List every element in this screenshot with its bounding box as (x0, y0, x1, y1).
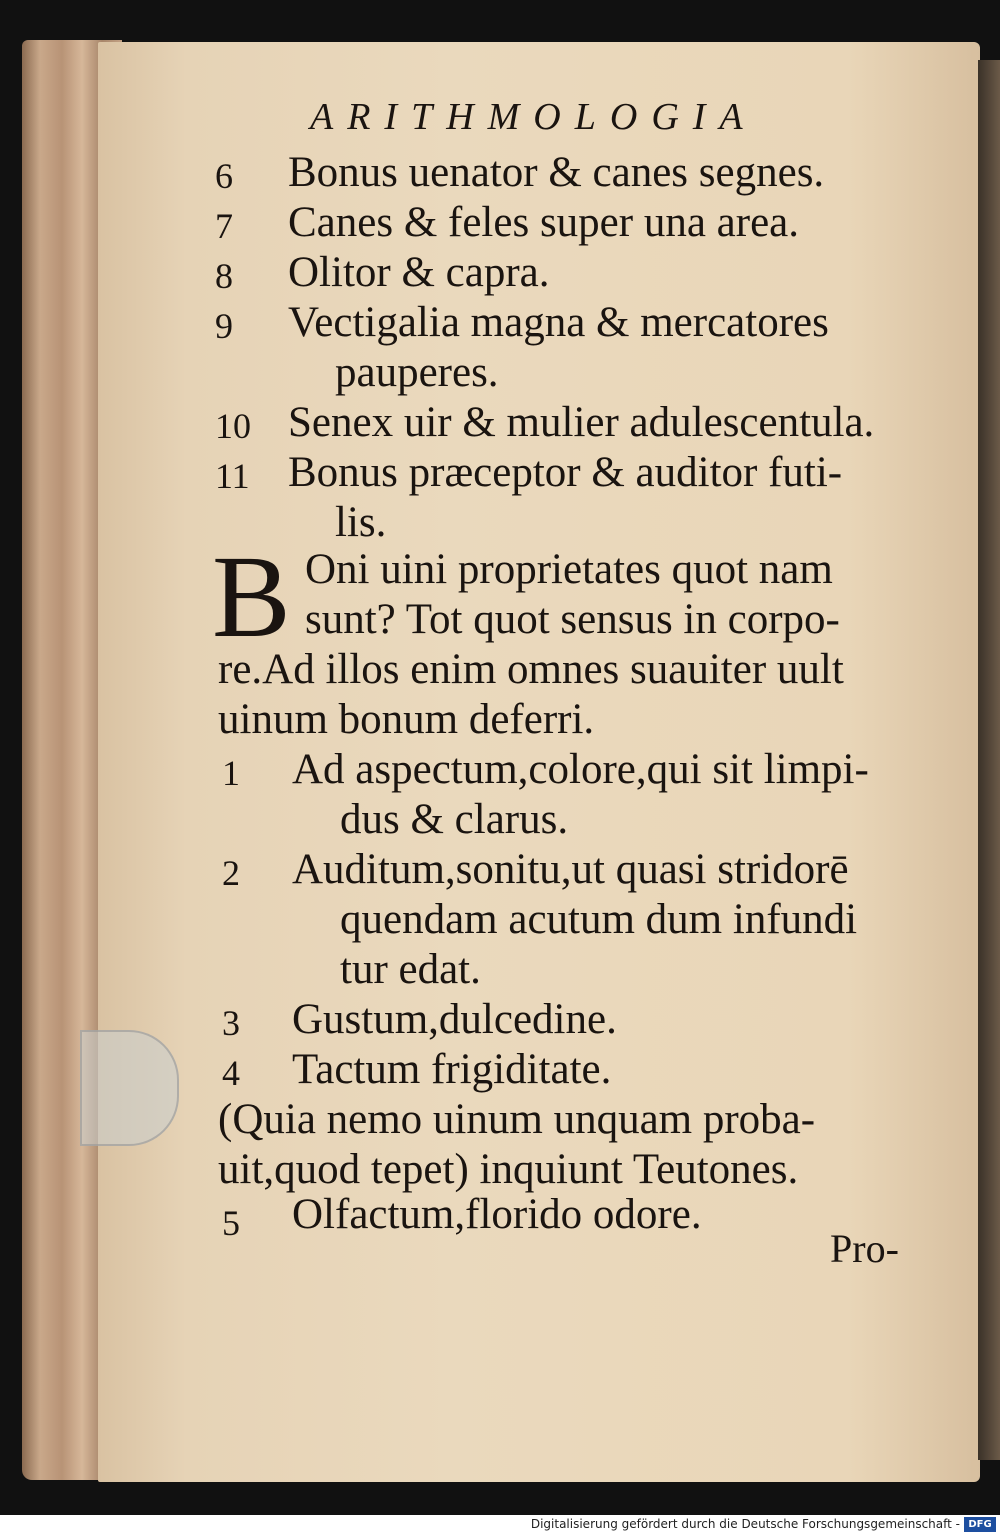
list-item-text: Bonus præceptor & auditor futi- (288, 449, 843, 496)
list-item-text: lis. (335, 499, 387, 546)
list-item-text: Ad aspectum,colore,qui sit limpi- (292, 746, 869, 793)
list-item-number: 4 (222, 1053, 240, 1093)
footer-bar (0, 1515, 1000, 1535)
footer-credit: Digitalisierung gefördert durch die Deutsche Forschungsgemeinschaft - (530, 1517, 960, 1531)
list-item-text: Vectigalia magna & mercatores (288, 299, 829, 346)
list-item-text: Senex uir & mulier adulescentula. (288, 399, 875, 446)
page-clip (80, 1030, 179, 1146)
dfg-logo: DFG (964, 1517, 996, 1532)
list-item-text: Bonus uenator & canes segnes. (288, 149, 825, 196)
facing-page-edge (978, 60, 1000, 1460)
list-item-number: 6 (215, 156, 233, 196)
list-item-number: 9 (215, 306, 233, 346)
catchword: Pro- (830, 1226, 899, 1271)
list-item-text: Gustum,dulcedine. (292, 996, 617, 1043)
parenthetical-line: uit,quod tepet) inquiunt Teutones. (218, 1146, 799, 1193)
paragraph-line: re.Ad illos enim omnes suauiter uult (218, 646, 844, 693)
paragraph-line: uinum bonum deferri. (218, 696, 595, 743)
list-item-text: Olitor & capra. (288, 249, 550, 296)
list-item-text: Canes & feles super una area. (288, 199, 800, 246)
drop-capital: B (212, 531, 291, 662)
list-item-number: 3 (222, 1003, 240, 1043)
parenthetical-line: (Quia nemo uinum unquam proba- (218, 1096, 816, 1143)
list-item-text: tur edat. (340, 946, 481, 993)
list-item-number: 8 (215, 256, 233, 296)
list-item-text: pauperes. (335, 349, 499, 396)
list-item-text: Olfactum,florido odore. (292, 1191, 702, 1238)
list-item-text: dus & clarus. (340, 796, 569, 843)
list-item-text: quendam acutum dum infundi (340, 896, 858, 943)
list-item-number: 10 (215, 406, 251, 446)
running-head: ARITHMOLOGIA (310, 96, 757, 138)
list-item-number: 5 (222, 1203, 240, 1243)
list-item-number: 11 (215, 456, 250, 496)
paragraph-line: sunt? Tot quot sensus in corpo- (305, 596, 840, 643)
paragraph-line: Oni uini proprietates quot nam (305, 546, 833, 593)
list-item-text: Auditum,sonitu,ut quasi stridorē (292, 846, 849, 893)
list-item-number: 1 (222, 753, 240, 793)
list-item-number: 2 (222, 853, 240, 893)
list-item-text: Tactum frigiditate. (292, 1046, 612, 1093)
list-item-number: 7 (215, 206, 233, 246)
